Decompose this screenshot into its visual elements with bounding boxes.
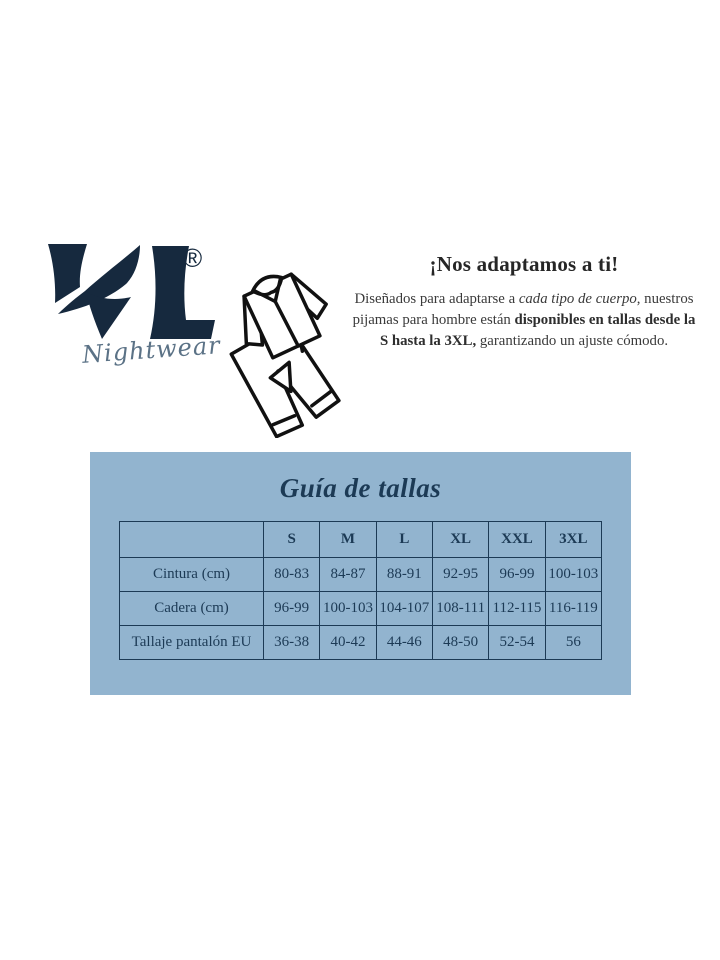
table-row-tallaje xyxy=(120,626,602,660)
row-label-cintura: Cintura (cm) xyxy=(120,558,264,592)
intro-body-part1: Diseñados para adaptarse a xyxy=(354,291,519,307)
cell-cintura-m: 84-87 xyxy=(320,558,376,592)
size-table xyxy=(119,521,602,660)
cell-tallaje-xxl: 52-54 xyxy=(489,626,545,660)
size-table-header-row xyxy=(120,522,602,558)
registered-trademark-icon: ® xyxy=(183,243,203,273)
table-row-cadera xyxy=(120,592,602,626)
brand-script-text: Nightwear xyxy=(81,331,222,369)
cell-tallaje-l: 44-46 xyxy=(376,626,432,660)
intro-body-part2: , nuestros pijamas para hombre están xyxy=(352,291,694,328)
size-guide-title: Guía de tallas xyxy=(279,473,442,503)
intro-block xyxy=(352,252,696,352)
cell-cadera-s: 96-99 xyxy=(264,592,320,626)
intro-body-italic: cada tipo de cuerpo xyxy=(518,291,637,307)
cell-cadera-xl: 108-111 xyxy=(432,592,488,626)
size-col-m: M xyxy=(320,522,376,558)
size-col-3xl: 3XL xyxy=(545,522,601,558)
brand-logo xyxy=(40,243,220,343)
intro-body-part3: garantizando un ajuste cómodo. xyxy=(476,333,669,349)
intro-heading: ¡Nos adaptamos a ti! xyxy=(429,252,619,276)
size-col-l: L xyxy=(376,522,432,558)
cell-tallaje-m: 40-42 xyxy=(320,626,376,660)
row-label-cadera: Cadera (cm) xyxy=(120,592,264,626)
cell-cintura-xl: 92-95 xyxy=(432,558,488,592)
size-col-xxl: XXL xyxy=(489,522,545,558)
cell-cadera-m: 100-103 xyxy=(320,592,376,626)
size-table-corner-cell xyxy=(120,522,264,558)
cell-cintura-s: 80-83 xyxy=(264,558,320,592)
table-row-cintura xyxy=(120,558,602,592)
size-col-s: S xyxy=(264,522,320,558)
cell-cintura-xxl: 96-99 xyxy=(489,558,545,592)
row-label-tallaje: Tallaje pantalón EU xyxy=(120,626,264,660)
intro-body xyxy=(352,289,696,352)
cell-cadera-l: 104-107 xyxy=(376,592,432,626)
size-col-xl: XL xyxy=(432,522,488,558)
cell-tallaje-3xl: 56 xyxy=(545,626,601,660)
pajama-set-icon xyxy=(210,266,355,438)
cell-tallaje-s: 36-38 xyxy=(264,626,320,660)
cell-tallaje-xl: 48-50 xyxy=(432,626,488,660)
cell-cadera-3xl: 116-119 xyxy=(545,592,601,626)
cell-cadera-xxl: 112-115 xyxy=(489,592,545,626)
cell-cintura-3xl: 100-103 xyxy=(545,558,601,592)
intro-body-bold: disponibles en tallas desde la S hasta la 3XL, xyxy=(379,312,696,349)
size-guide-panel xyxy=(90,452,631,695)
cell-cintura-l: 88-91 xyxy=(376,558,432,592)
